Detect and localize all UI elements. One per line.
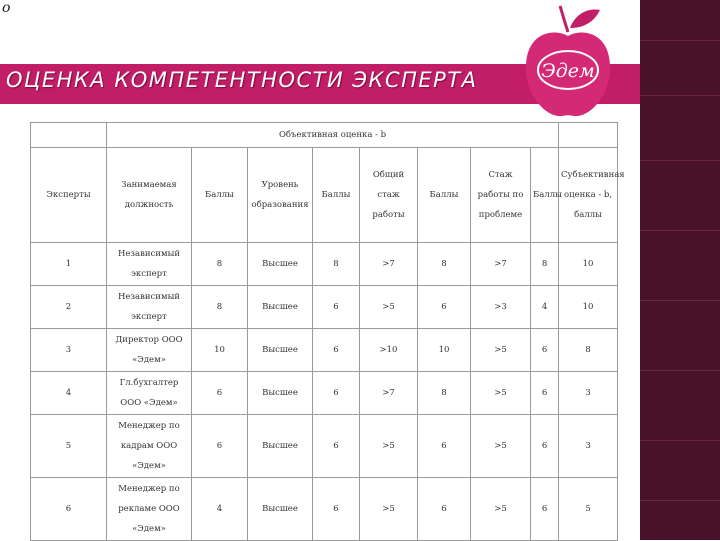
table-cell: Высшее bbox=[248, 415, 313, 478]
table-cell: 5 bbox=[559, 478, 618, 541]
position-cell: Менеджер по рекламе ООО «Эдем» bbox=[107, 478, 192, 541]
table-cell: 6 bbox=[192, 372, 248, 415]
expert-number-cell: 3 bbox=[31, 329, 107, 372]
table-cell: 6 bbox=[313, 372, 360, 415]
position-cell: Менеджер по кадрам ООО «Эдем» bbox=[107, 415, 192, 478]
column-header: Баллы bbox=[192, 148, 248, 243]
table-row bbox=[31, 329, 618, 372]
table-cell: 8 bbox=[192, 286, 248, 329]
corner-mark: о bbox=[2, 0, 11, 16]
table-cell: 6 bbox=[313, 329, 360, 372]
table-cell: 8 bbox=[531, 243, 559, 286]
position-cell: Независимый эксперт bbox=[107, 243, 192, 286]
column-header: Баллы bbox=[313, 148, 360, 243]
table-cell: >5 bbox=[360, 286, 418, 329]
table-cell: Высшее bbox=[248, 372, 313, 415]
column-header: Занимаемая должность bbox=[107, 148, 192, 243]
table-row bbox=[31, 243, 618, 286]
expert-number-cell: 1 bbox=[31, 243, 107, 286]
table-cell: 10 bbox=[418, 329, 471, 372]
table-cell: >7 bbox=[471, 243, 531, 286]
table-cell: 6 bbox=[418, 478, 471, 541]
table-cell: >7 bbox=[360, 243, 418, 286]
table-cell: Высшее bbox=[248, 478, 313, 541]
expert-table-wrap bbox=[30, 122, 625, 538]
table-cell: >5 bbox=[360, 478, 418, 541]
header-corner-cell bbox=[31, 123, 107, 148]
expert-number-cell: 2 bbox=[31, 286, 107, 329]
table-row bbox=[31, 478, 618, 541]
position-cell: Независимый эксперт bbox=[107, 286, 192, 329]
expert-scores-table bbox=[30, 122, 625, 541]
table-cell: 6 bbox=[313, 478, 360, 541]
apple-logo-icon bbox=[514, 2, 622, 122]
table-cell: 10 bbox=[192, 329, 248, 372]
table-cell: >5 bbox=[360, 415, 418, 478]
position-cell: Гл.бухгалтер ООО «Эдем» bbox=[107, 372, 192, 415]
table-cell: Высшее bbox=[248, 329, 313, 372]
table-row bbox=[31, 286, 618, 329]
table-cell: >5 bbox=[471, 478, 531, 541]
table-cell: >7 bbox=[360, 372, 418, 415]
table-cell: >10 bbox=[360, 329, 418, 372]
column-header: Баллы bbox=[531, 148, 559, 243]
table-row bbox=[31, 415, 618, 478]
table-cell: 6 bbox=[313, 415, 360, 478]
table-body bbox=[31, 243, 618, 541]
expert-number-cell: 5 bbox=[31, 415, 107, 478]
position-cell: Директор ООО «Эдем» bbox=[107, 329, 192, 372]
table-cell: 6 bbox=[313, 286, 360, 329]
table-cell: Высшее bbox=[248, 286, 313, 329]
table-cell: 6 bbox=[418, 415, 471, 478]
header-corner-cell-right bbox=[559, 123, 618, 148]
table-cell: 6 bbox=[531, 329, 559, 372]
column-header: Субъективная оценка - b, баллы bbox=[559, 148, 618, 243]
table-cell: >5 bbox=[471, 415, 531, 478]
table-cell: 10 bbox=[559, 243, 618, 286]
page-title: ОЦЕНКА КОМПЕТЕНТНОСТИ ЭКСПЕРТА bbox=[6, 68, 478, 92]
logo-text: Эдем bbox=[541, 60, 595, 82]
table-cell: 8 bbox=[192, 243, 248, 286]
table-cell: 10 bbox=[559, 286, 618, 329]
table-cell: 3 bbox=[559, 415, 618, 478]
table-cell: 4 bbox=[192, 478, 248, 541]
column-header: Баллы bbox=[418, 148, 471, 243]
table-cell: Высшее bbox=[248, 243, 313, 286]
column-header: Общий стаж работы bbox=[360, 148, 418, 243]
table-cell: >5 bbox=[471, 329, 531, 372]
table-cell: 6 bbox=[192, 415, 248, 478]
table-cell: 8 bbox=[418, 372, 471, 415]
expert-number-cell: 6 bbox=[31, 478, 107, 541]
table-cell: >5 bbox=[471, 372, 531, 415]
table-cell: 4 bbox=[531, 286, 559, 329]
table-cell: 8 bbox=[418, 243, 471, 286]
table-cell: 6 bbox=[531, 415, 559, 478]
table-cell: 6 bbox=[418, 286, 471, 329]
column-header: Уровень образования bbox=[248, 148, 313, 243]
side-decor-strip bbox=[640, 0, 720, 540]
column-header: Эксперты bbox=[31, 148, 107, 243]
column-header: Стаж работы по проблеме bbox=[471, 148, 531, 243]
table-cell: 8 bbox=[313, 243, 360, 286]
table-cell: >3 bbox=[471, 286, 531, 329]
expert-number-cell: 4 bbox=[31, 372, 107, 415]
table-cell: 8 bbox=[559, 329, 618, 372]
table-row bbox=[31, 372, 618, 415]
table-cell: 6 bbox=[531, 372, 559, 415]
table-cell: 6 bbox=[531, 478, 559, 541]
table-cell: 3 bbox=[559, 372, 618, 415]
objective-score-group-header: Объективная оценка - b bbox=[107, 123, 559, 148]
